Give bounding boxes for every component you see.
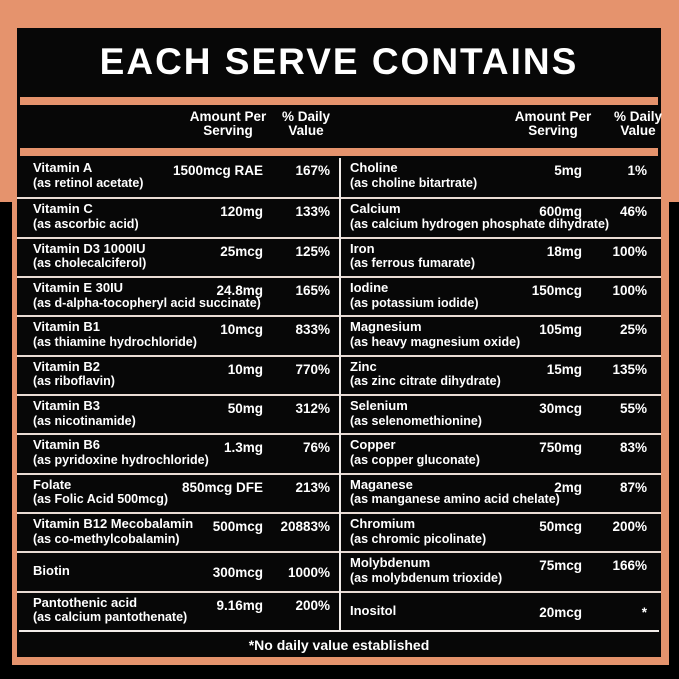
amount-value: 105mg: [539, 322, 582, 338]
table-row: [341, 315, 661, 354]
daily-value: 87%: [619, 479, 647, 495]
nutrient-source: (as molybdenum trioxide): [350, 570, 503, 585]
amount-value: 75mcg: [539, 558, 582, 574]
nutrient-source: (as heavy magnesium oxide): [350, 334, 521, 349]
nutrient-name: Vitamin E 30IU: [33, 279, 124, 295]
nutrient-name: Choline: [350, 160, 398, 175]
daily-value: 1000%: [287, 565, 330, 581]
nutrient-name: Iron: [350, 240, 375, 256]
daily-value: 76%: [302, 440, 330, 456]
column-header-daily-right: % Daily Value: [613, 109, 663, 139]
nutrient-source: (as chromic picolinate): [350, 531, 487, 546]
amount-value: 750mg: [539, 440, 582, 456]
table-row: [341, 355, 661, 394]
amount-value: 1500mcg RAE: [172, 163, 263, 178]
nutrient-name: Chromium: [350, 515, 415, 531]
nutrient-name: Vitamin B12 Mecobalamin: [33, 515, 194, 531]
nutrient-table-left: [17, 158, 339, 630]
table-row: [17, 276, 339, 315]
amount-value: 1.3mg: [223, 440, 263, 456]
nutrient-name: Zinc: [350, 358, 377, 374]
amount-value: 25mcg: [220, 243, 263, 259]
nutrient-name-block: [17, 239, 339, 271]
table-row: [17, 237, 339, 276]
table-row: [17, 315, 339, 354]
amount-value: 15mg: [546, 361, 582, 377]
amount-value: 9.16mg: [216, 597, 263, 613]
daily-value: 1%: [627, 163, 647, 178]
table-row: [17, 473, 339, 512]
amount-value: 30mcg: [539, 400, 582, 416]
nutrient-name: Maganese: [350, 476, 413, 492]
nutrient-name: Vitamin D3 1000IU: [33, 240, 146, 256]
nutrient-name: Vitamin B2: [33, 358, 100, 374]
table-row: [341, 158, 661, 197]
amount-value: 10mcg: [220, 322, 263, 338]
nutrient-name: Vitamin B6: [33, 437, 100, 453]
nutrient-source: (as pyridoxine hydrochloride): [33, 452, 209, 467]
daily-value: *: [641, 604, 647, 620]
column-header-amount-right: Amount Per Serving: [514, 109, 592, 139]
nutrient-name-block: [17, 396, 339, 428]
divider-bar-header: [20, 148, 658, 156]
nutrient-name-block: [341, 317, 661, 349]
table-row: [341, 394, 661, 433]
daily-value: 100%: [612, 243, 647, 259]
nutrient-source: (as potassium iodide): [350, 295, 479, 310]
footnote: *No daily value established: [248, 637, 430, 653]
amount-value: 18mg: [546, 243, 582, 259]
nutrient-name-block: [341, 435, 661, 467]
nutrient-source: (as retinol acetate): [33, 175, 144, 190]
nutrient-source: (as co-methylcobalamin): [33, 531, 180, 546]
nutrient-name-block: [17, 593, 339, 625]
nutrient-name: Copper: [350, 437, 396, 453]
daily-value: 83%: [619, 440, 647, 456]
nutrient-name: Vitamin B3: [33, 397, 100, 413]
nutrient-source: (as cholecalciferol): [33, 256, 147, 271]
amount-value: 500mcg: [212, 518, 263, 534]
nutrient-name: Selenium: [350, 397, 408, 413]
amount-value: 150mcg: [531, 282, 582, 298]
label-panel: [17, 28, 661, 657]
nutrient-name-block: [17, 317, 339, 349]
daily-value: 200%: [295, 597, 330, 613]
nutrient-name-block: [341, 593, 661, 619]
nutrient-source: (as selenomethionine): [350, 413, 482, 428]
daily-value: 165%: [295, 282, 330, 298]
nutrient-name: Magnesium: [350, 319, 422, 335]
amount-value: 5mg: [554, 163, 582, 178]
nutrient-name-block: [17, 278, 339, 310]
nutrient-name: Vitamin B1: [33, 319, 100, 335]
amount-value: 600mg: [539, 204, 582, 220]
daily-value: 833%: [295, 322, 330, 338]
table-row: [341, 591, 661, 630]
amount-value: 120mg: [220, 204, 263, 220]
nutrient-name: Biotin: [33, 563, 70, 579]
amount-value: 10mg: [227, 361, 263, 377]
table-row: [341, 276, 661, 315]
amount-value: 300mcg: [212, 565, 263, 581]
nutrient-source: (as nicotinamide): [33, 413, 136, 428]
amount-value: 850mcg DFE: [181, 479, 263, 495]
amount-value: 2mg: [554, 479, 582, 495]
column-header-amount-left: Amount Per Serving: [189, 109, 267, 139]
nutrient-source: (as calcium pantothenate): [33, 610, 188, 625]
nutrient-source: (as riboflavin): [33, 374, 115, 389]
nutrient-name: Iodine: [350, 279, 389, 295]
nutrient-name-block: [341, 158, 661, 190]
nutrient-source: (as manganese amino acid chelate): [350, 492, 560, 507]
footer-divider: [19, 630, 659, 632]
table-row: [341, 473, 661, 512]
nutrient-source: (as d-alpha-tocopheryl acid succinate): [33, 295, 261, 310]
amount-value: 50mg: [227, 400, 263, 416]
nutrient-source: (as ascorbic acid): [33, 216, 139, 231]
daily-value: 312%: [295, 400, 330, 416]
amount-value: 50mcg: [539, 518, 582, 534]
table-row: [17, 512, 339, 551]
nutrient-name-block: [17, 199, 339, 231]
amount-value: 24.8mg: [216, 282, 263, 298]
nutrient-name: Vitamin A: [33, 160, 93, 175]
table-row: [341, 197, 661, 236]
table-row: [341, 433, 661, 472]
daily-value: 770%: [295, 361, 330, 377]
table-row: [17, 433, 339, 472]
nutrient-name-block: [17, 435, 339, 467]
table-row: [17, 591, 339, 630]
nutrient-source: (as copper gluconate): [350, 452, 480, 467]
daily-value: 166%: [612, 558, 647, 574]
amount-value: 20mcg: [539, 604, 582, 620]
nutrient-source: (as thiamine hydrochloride): [33, 334, 197, 349]
daily-value: 125%: [295, 243, 330, 259]
daily-value: 200%: [612, 518, 647, 534]
nutrient-name-block: [17, 357, 339, 389]
table-row: [17, 394, 339, 433]
daily-value: 133%: [295, 204, 330, 220]
daily-value: 100%: [612, 282, 647, 298]
nutrient-name: Inositol: [350, 602, 397, 618]
nutrient-name: Vitamin C: [33, 201, 93, 217]
nutrient-name: Calcium: [350, 201, 401, 217]
daily-value: 20883%: [280, 518, 330, 534]
daily-value: 167%: [295, 163, 330, 178]
nutrient-name: Molybdenum: [350, 555, 431, 571]
nutrient-table: [17, 158, 661, 630]
daily-value: 46%: [619, 204, 647, 220]
daily-value: 135%: [612, 361, 647, 377]
table-row: [341, 551, 661, 590]
table-row: [17, 551, 339, 590]
table-row: [341, 237, 661, 276]
table-row: [17, 158, 339, 197]
nutrient-source: (as zinc citrate dihydrate): [350, 374, 501, 389]
daily-value: 25%: [619, 322, 647, 338]
page-title: EACH SERVE CONTAINS: [99, 41, 579, 82]
table-row: [341, 512, 661, 551]
daily-value: 213%: [295, 479, 330, 495]
nutrient-name: Folate: [33, 476, 72, 492]
table-row: [17, 197, 339, 236]
nutrient-source: (as Folic Acid 500mcg): [33, 492, 168, 507]
nutrient-source: (as choline bitartrate): [350, 175, 478, 190]
daily-value: 55%: [619, 400, 647, 416]
column-header-daily-left: % Daily Value: [281, 109, 331, 139]
nutrient-source: (as calcium hydrogen phosphate dihydrate): [350, 216, 610, 231]
nutrient-name-block: [341, 475, 661, 507]
nutrient-source: (as ferrous fumarate): [350, 256, 476, 271]
nutrient-name: Pantothenic acid: [33, 594, 138, 610]
divider-bar-top: [20, 97, 658, 105]
nutrient-name-block: [17, 475, 339, 507]
nutrient-name-block: [341, 396, 661, 428]
nutrient-table-right: [339, 158, 661, 630]
table-row: [17, 355, 339, 394]
nutrient-name-block: [341, 199, 661, 231]
